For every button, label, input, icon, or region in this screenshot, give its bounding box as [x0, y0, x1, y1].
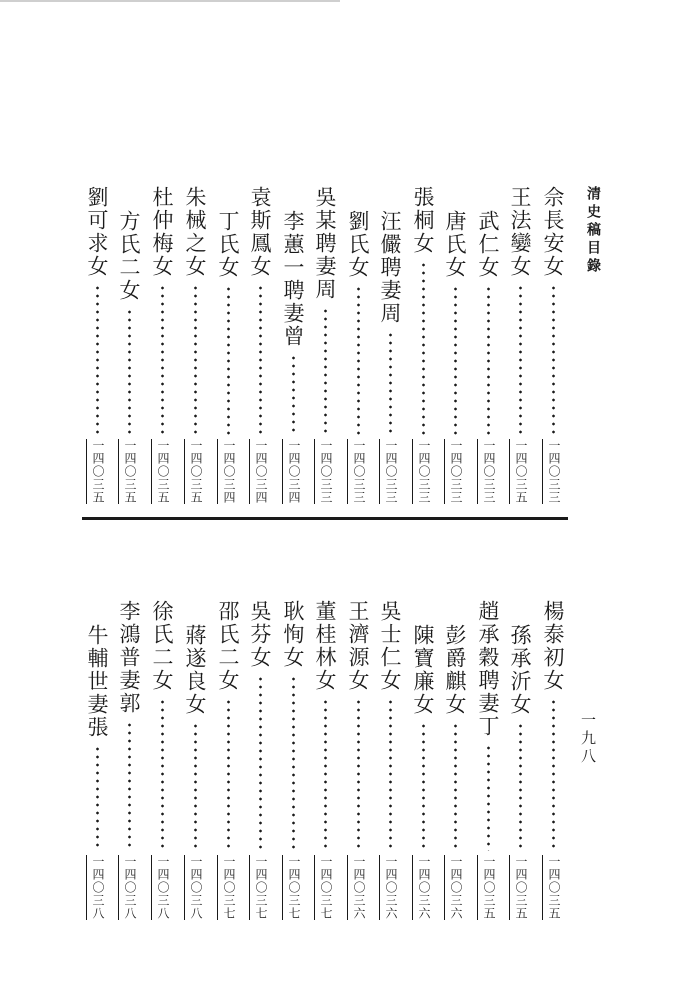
- dot-leader: [487, 744, 490, 851]
- dot-leader: [194, 722, 197, 851]
- dot-leader: [519, 284, 522, 435]
- dot-leader: [194, 284, 197, 435]
- dot-leader: [324, 698, 327, 851]
- dot-leader: [161, 284, 164, 435]
- toc-entry: [116, 210, 142, 504]
- dot-leader: [128, 721, 131, 851]
- dot-leader: [324, 307, 327, 435]
- toc-entry: [377, 600, 403, 920]
- entry-page: 一四〇三八: [184, 855, 206, 920]
- toc-entry: [410, 624, 436, 920]
- entry-title: 袁斯鳳女: [248, 186, 272, 278]
- entry-page: 一四〇三五: [86, 439, 108, 504]
- dot-leader: [454, 722, 457, 851]
- toc-entry: [182, 624, 208, 920]
- dot-leader: [259, 675, 262, 851]
- entry-title: 吳芬女: [248, 600, 272, 669]
- toc-entry: [280, 210, 306, 504]
- entry-page: 一四〇三六: [444, 855, 466, 920]
- entry-title: 趙承穀聘妻丁: [476, 600, 500, 738]
- entry-page: 一四〇三六: [412, 855, 434, 920]
- entry-title: 劉氏女: [346, 210, 370, 279]
- dot-leader: [227, 698, 230, 851]
- entry-page: 一四〇三五: [509, 855, 531, 920]
- entry-title: 牛輔世妻張: [85, 624, 109, 739]
- toc-entry: [410, 186, 436, 504]
- entry-title: 董桂林女: [313, 600, 337, 692]
- dot-leader: [552, 284, 555, 435]
- entry-page: 一四〇三四: [217, 439, 239, 504]
- entry-page: 一四〇三三: [347, 439, 369, 504]
- dot-leader: [454, 285, 457, 435]
- entry-page: 一四〇三八: [86, 855, 108, 920]
- toc-entry: [116, 600, 142, 920]
- toc-entry: [377, 210, 403, 504]
- entry-page: 一四〇三五: [477, 855, 499, 920]
- toc-entry: [215, 600, 241, 920]
- entry-page: 一四〇三六: [379, 855, 401, 920]
- toc-entry: [84, 624, 110, 920]
- section-divider: [82, 517, 568, 520]
- running-head: 清史稿目錄: [585, 186, 601, 276]
- entry-title: 張桐女: [411, 186, 435, 255]
- toc-entry: [442, 210, 468, 504]
- entry-page: 一四〇三四: [282, 439, 304, 504]
- dot-leader: [389, 698, 392, 851]
- entry-title: 朱械之女: [183, 186, 207, 278]
- entry-title: 蔣遂良女: [183, 624, 207, 716]
- entry-page: 一四〇三五: [542, 855, 564, 920]
- dot-leader: [292, 675, 295, 851]
- dot-leader: [487, 285, 490, 435]
- toc-entry: [507, 186, 533, 504]
- toc-entry: [149, 600, 175, 920]
- entry-page: 一四〇三四: [249, 439, 271, 504]
- entry-title: 吳士仁女: [378, 600, 402, 692]
- entry-page: 一四〇三三: [314, 439, 336, 504]
- dot-leader: [389, 331, 392, 435]
- entry-page: 一四〇三六: [347, 855, 369, 920]
- entry-title: 吳某聘妻周: [313, 186, 337, 301]
- entry-title: 王濟源女: [346, 600, 370, 692]
- dot-leader: [227, 285, 230, 435]
- entry-title: 陳寶廉女: [411, 624, 435, 716]
- toc-entry: [540, 186, 566, 504]
- toc-entry: [84, 186, 110, 504]
- toc-entry: [247, 600, 273, 920]
- toc-entry: [475, 210, 501, 504]
- entry-page: 一四〇三七: [217, 855, 239, 920]
- entry-title: 耿恂女: [281, 600, 305, 669]
- dot-leader: [357, 698, 360, 851]
- toc-entry: [345, 210, 371, 504]
- toc-entry: [540, 600, 566, 920]
- dot-leader: [128, 308, 131, 435]
- toc-entry: [312, 600, 338, 920]
- entry-title: 武仁女: [476, 210, 500, 279]
- entry-title: 彭爵麒女: [443, 624, 467, 716]
- entry-title: 方氏二女: [117, 210, 141, 302]
- entry-page: 一四〇三三: [379, 439, 401, 504]
- entry-title: 杜仲梅女: [150, 186, 174, 278]
- page-number: 一九八: [579, 712, 597, 766]
- dot-leader: [357, 285, 360, 435]
- entry-page: 一四〇三五: [118, 439, 140, 504]
- entry-title: 孫承沂女: [508, 624, 532, 716]
- toc-entry: [507, 624, 533, 920]
- entry-page: 一四〇三三: [412, 439, 434, 504]
- dot-leader: [161, 698, 164, 851]
- entry-title: 邵氏二女: [216, 600, 240, 692]
- entry-page: 一四〇三五: [509, 439, 531, 504]
- entry-title: 汪儼聘妻周: [378, 210, 402, 325]
- dot-leader: [519, 722, 522, 851]
- toc-entry: [280, 600, 306, 920]
- toc-entry: [475, 600, 501, 920]
- toc-entry: [312, 186, 338, 504]
- entry-title: 唐氏女: [443, 210, 467, 279]
- toc-entry: [442, 624, 468, 920]
- dot-leader: [96, 745, 99, 851]
- entry-page: 一四〇三八: [118, 855, 140, 920]
- dot-leader: [259, 284, 262, 435]
- dot-leader: [292, 354, 295, 435]
- entry-page: 一四〇三七: [314, 855, 336, 920]
- toc-entry: [149, 186, 175, 504]
- entry-page: 一四〇三五: [184, 439, 206, 504]
- dot-leader: [96, 284, 99, 435]
- scan-edge: [0, 0, 340, 2]
- entry-page: 一四〇三五: [151, 439, 173, 504]
- toc-entry: [247, 186, 273, 504]
- entry-title: 劉可求女: [85, 186, 109, 278]
- entry-title: 李蕙一聘妻曾: [281, 210, 305, 348]
- entry-page: 一四〇三八: [151, 855, 173, 920]
- toc-entry: [215, 210, 241, 504]
- toc-entry: [345, 600, 371, 920]
- toc-entry: [182, 186, 208, 504]
- entry-title: 丁氏女: [216, 210, 240, 279]
- dot-leader: [422, 722, 425, 851]
- entry-page: 一四〇三三: [542, 439, 564, 504]
- entry-title: 楊泰初女: [541, 600, 565, 692]
- entry-title: 佘長安女: [541, 186, 565, 278]
- dot-leader: [552, 698, 555, 851]
- entry-title: 徐氏二女: [150, 600, 174, 692]
- entry-page: 一四〇三七: [282, 855, 304, 920]
- entry-page: 一四〇三七: [249, 855, 271, 920]
- entry-title: 李鴻普妻郭: [117, 600, 141, 715]
- entry-page: 一四〇三三: [477, 439, 499, 504]
- entry-page: 一四〇三三: [444, 439, 466, 504]
- entry-title: 王法孌女: [508, 186, 532, 278]
- dot-leader: [422, 261, 425, 435]
